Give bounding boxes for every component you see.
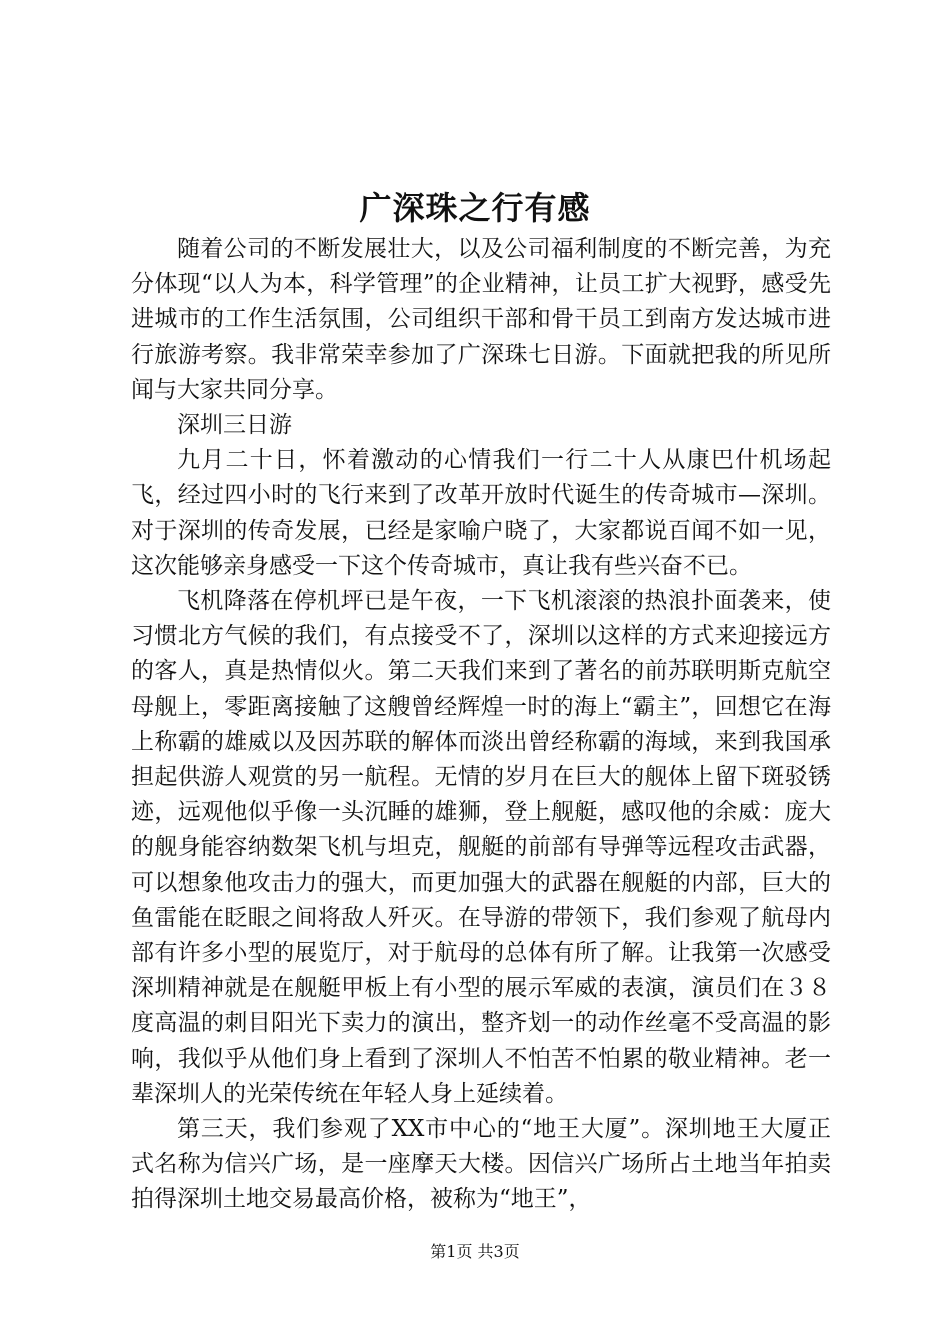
section-heading-shenzhen: 深圳三日游 [177, 412, 292, 439]
document-title: 广深珠之行有感 [359, 189, 591, 227]
paragraph-intro: 随着公司的不断发展壮大，以及公司福利制度的不断完善，为充分体现“以人为本，科学管理”的企业精神，让员工扩大视野，感受先进城市的工作生活氛围，公司组织干部和骨干员工到南方发达城市进行旅游考察。我非常荣幸参加了广深珠七日游。下面就把我的所见所闻与大家共同分享。 [131, 236, 831, 403]
document-body [131, 232, 831, 1218]
paragraph-aircraft-carrier: 飞机降落在停机坪已是午夜，一下飞机滚滚的热浪扑面袭来，使习惯北方气候的我们，有点接受不了，深圳以这样的方式来迎接远方的客人，真是热情似火。第二天我们来到了著名的前苏联明斯克航空母舰上，零距离接触了这艘曾经辉煌一时的海上“霸主”，回想它在海上称霸的雄威以及因苏联的解体而淡出曾经称霸的海域，来到我国承担起供游人观赏的另一航程。无情的岁月在巨大的舰体上留下斑驳锈迹，远观他似乎像一头沉睡的雄狮，登上舰艇，感叹他的余威：庞大的舰身能容纳数架飞机与坦克，舰艇的前部有导弹等远程攻击武器，可以想象他攻击力的强大，而更加强大的武器在舰艇的内部，巨大的鱼雷能在眨眼之间将敌人歼灭。在导游的带领下，我们参观了航母内部有许多小型的展览厅，对于航母的总体有所了解。让我第一次感受深圳精神就是在舰艇甲板上有小型的展示军威的表演，演员们在３８度高温的刺目阳光下卖力的演出，整齐划一的动作丝毫不受高温的影响，我似乎从他们身上看到了深圳人不怕苦不怕累的敬业精神。老一辈深圳人的光荣传统在年轻人身上延续着。 [131, 588, 831, 1107]
page-number-footer: 第1页 共3页 [430, 1242, 520, 1261]
paragraph-departure: 九月二十日，怀着激动的心情我们一行二十人从康巴什机场起飞，经过四小时的飞行来到了改革开放时代诞生的传奇城市—深圳。对于深圳的传奇发展，已经是家喻户晓了，大家都说百闻不如一见，这次能够亲身感受一下这个传奇城市，真让我有些兴奋不已。 [131, 447, 831, 579]
paragraph-diwang-building: 第三天，我们参观了XX市中心的“地王大厦”。深圳地王大厦正式名称为信兴广场，是一座摩天大楼。因信兴广场所占土地当年拍卖拍得深圳土地交易最高价格，被称为“地王”， [131, 1116, 831, 1213]
